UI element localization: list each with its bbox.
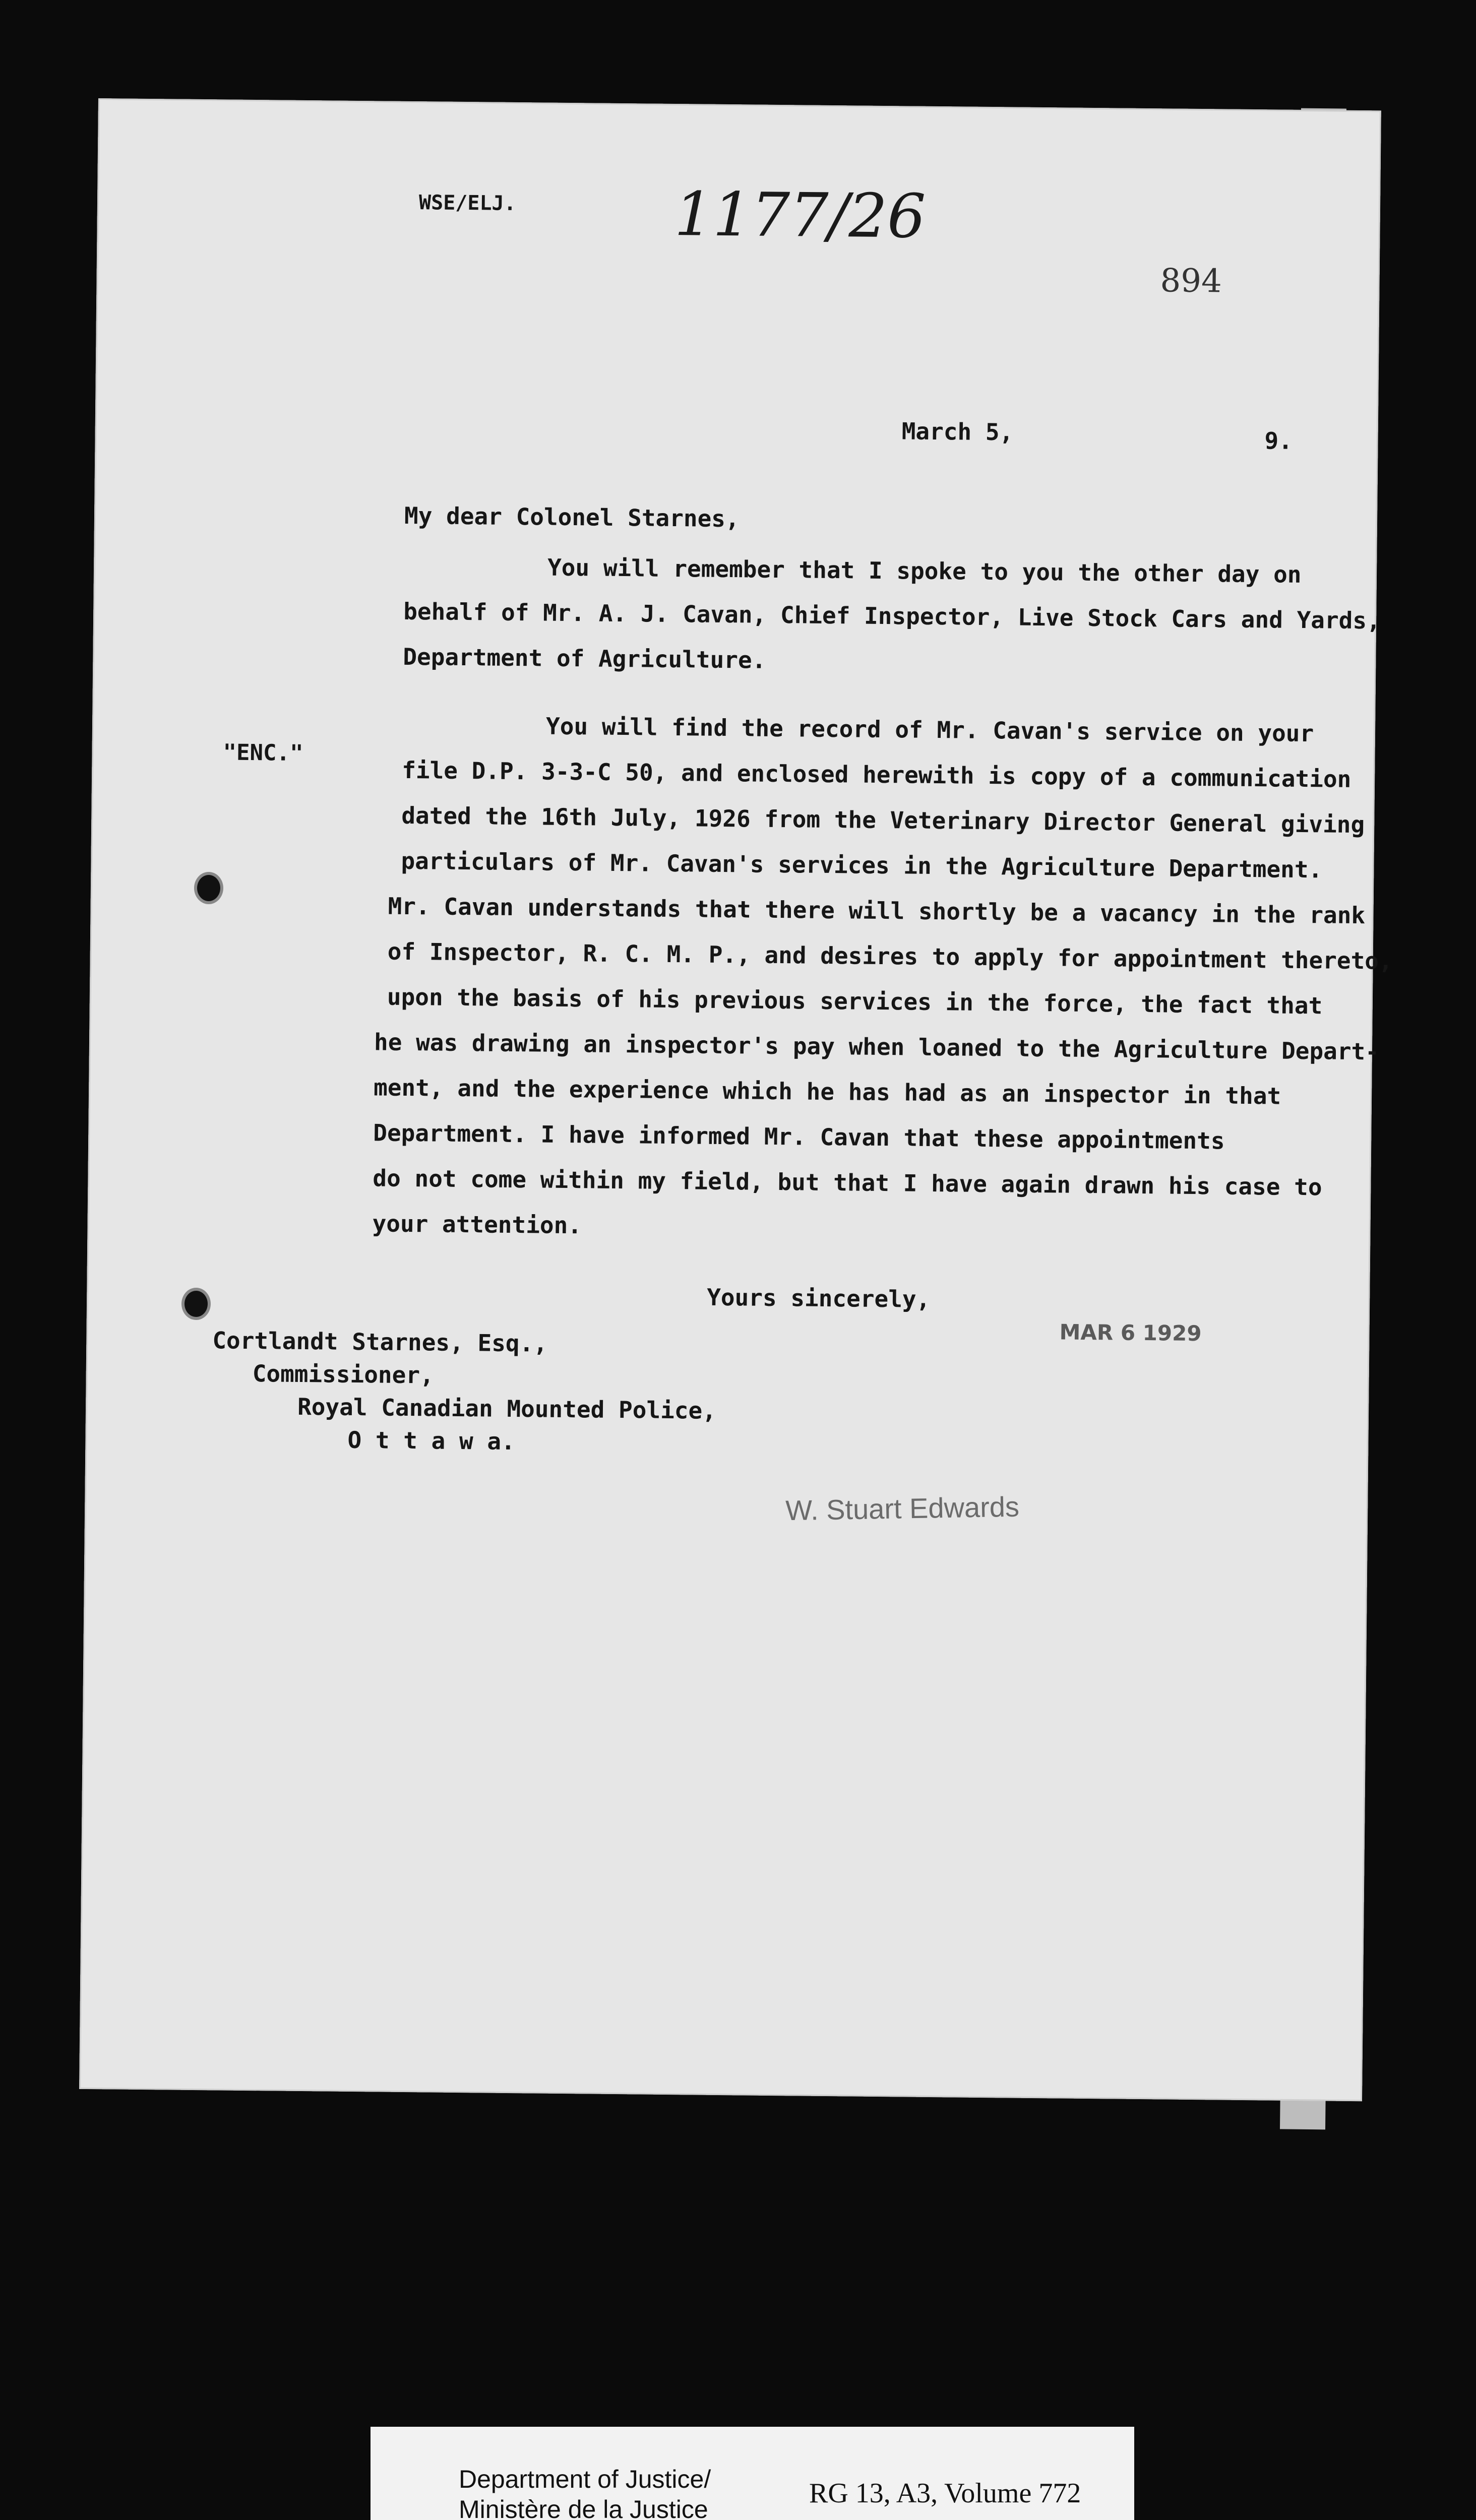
salutation: My dear Colonel Starnes, — [404, 501, 740, 533]
body-line: dated the 16th July, 1926 from the Veterinary Director General giving — [401, 801, 1365, 839]
received-date-stamp: MAR 6 1929 — [1059, 1319, 1202, 1346]
body-line: he was drawing an inspector's pay when loaned to the Agriculture Depart- — [374, 1028, 1380, 1065]
body-line: Department of Agriculture. — [403, 643, 766, 674]
body-line: Mr. Cavan understands that there will shortly be a vacancy in the rank — [388, 892, 1366, 929]
enclosure-note: "ENC." — [223, 739, 303, 766]
body-line: your attention. — [372, 1210, 582, 1239]
addressee-line: O t t a w a. — [347, 1426, 516, 1456]
binder-hole — [181, 1288, 211, 1320]
page-number: 894 — [1160, 262, 1222, 300]
department-en: Department of Justice/ — [459, 2465, 711, 2493]
letter-page — [79, 98, 1393, 2101]
body-line: upon the basis of his previous services in the force, the fact that — [387, 983, 1323, 1020]
addressee-line: Cortlandt Starnes, Esq., — [212, 1327, 548, 1357]
body-line: ment, and the experience which he has had as an inspector in that — [373, 1074, 1281, 1110]
closing: Yours sincerely, — [706, 1283, 931, 1313]
addressee-line: Royal Canadian Mounted Police, — [297, 1393, 717, 1424]
signature-stamp: W. Stuart Edwards — [785, 1490, 1020, 1527]
body-line: You will remember that I spoke to you the other day on — [547, 553, 1302, 588]
archive-reference-label — [371, 2427, 1134, 2520]
binder-hole — [194, 872, 223, 904]
addressee-line: Commissioner, — [252, 1360, 435, 1389]
reference-initials: WSE/ELJ. — [418, 191, 516, 215]
record-group-reference: RG 13, A3, Volume 772 — [809, 2478, 1081, 2509]
body-line: particulars of Mr. Cavan's services in the Agriculture Department. — [401, 847, 1323, 884]
date-year-suffix: 9. — [1264, 427, 1293, 455]
body-line: You will find the record of Mr. Cavan's service on your — [545, 712, 1314, 747]
department-fr: Ministère de la Justice — [459, 2495, 708, 2520]
body-line: do not come within my field, but that I have again drawn his case to — [373, 1164, 1322, 1201]
date-month-day: March 5, — [901, 417, 1014, 446]
handwritten-file-number: 1177/26 — [674, 179, 926, 252]
body-line: of Inspector, R. C. M. P., and desires to apply for appointment thereto, — [387, 937, 1393, 975]
body-line: behalf of Mr. A. J. Cavan, Chief Inspector, Live Stock Cars and Yards, — [403, 597, 1381, 635]
body-line: file D.P. 3-3-C 50, and enclosed herewith is copy of a communication — [401, 756, 1351, 793]
body-line: Department. I have informed Mr. Cavan that these appointments — [373, 1119, 1225, 1155]
